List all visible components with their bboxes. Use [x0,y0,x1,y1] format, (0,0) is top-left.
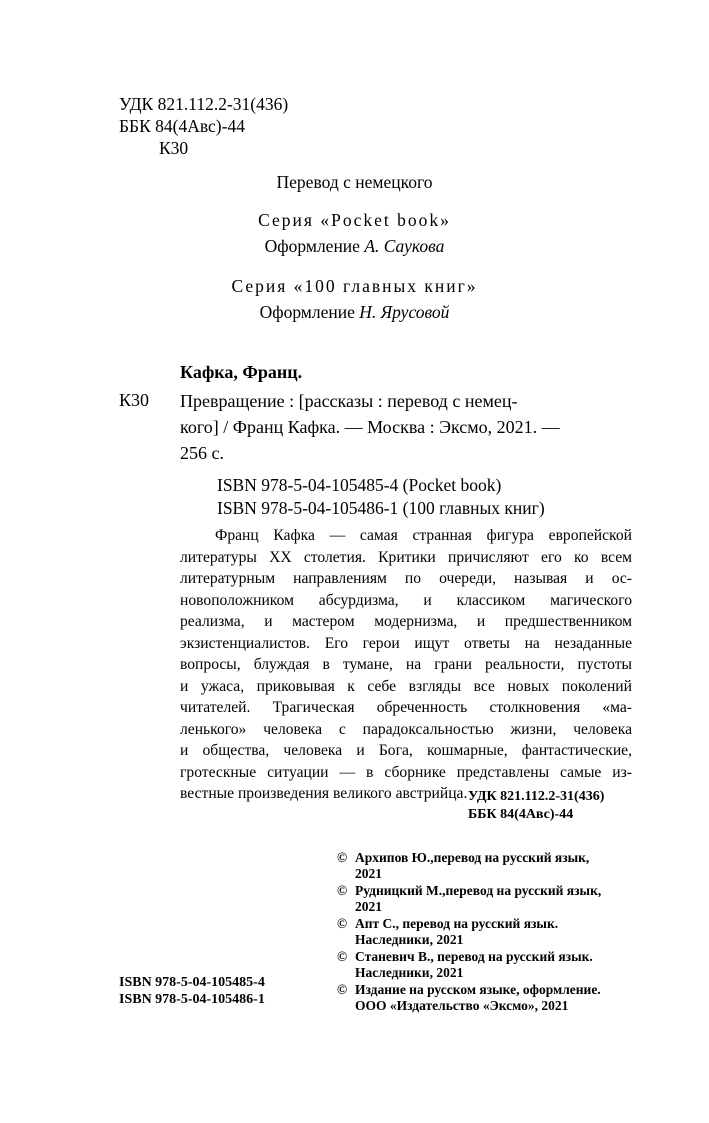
design-prefix: Оформление [264,236,360,256]
abstract-line: читателей. Трагическая обреченность столкновения «ма- [180,699,632,716]
abstract-line: литературным направлениям по очереди, называя и ос- [180,570,632,587]
isbn-line: ISBN 978-5-04-105486-1 (100 главных книг) [217,498,545,518]
catalog-title [180,388,632,466]
bbk-code: ББК 84(4Авс)-44 [119,116,245,136]
copyright-list [337,850,637,1015]
copyright-item [337,982,637,1013]
isbn-line: ISBN 978-5-04-105486-1 [119,992,265,1007]
abstract-line: новоположником абсурдизма, и классиком магического [180,591,632,609]
copyright-line: 2021 [355,865,382,881]
copyright-line: ООО «Издательство «Эксмо», 2021 [355,997,569,1013]
isbn-line: ISBN 978-5-04-105485-4 (Pocket book) [217,475,502,495]
copyright-line: Наследники, 2021 [355,931,464,947]
isbn-bottom-block [119,974,265,1008]
abstract-line: экзистенциалистов. Его герои ищут ответы на незаданные [180,634,632,652]
copyright-icon: © [337,949,348,964]
copyright-icon: © [337,850,348,865]
series-pocket-book-design [0,236,709,257]
bbk-code: ББК 84(4Авс)-44 [468,807,574,822]
copyright-item [337,883,637,914]
series-100-books-design [0,302,709,323]
udk-code: УДК 821.112.2-31(436) [119,94,289,114]
translation-note: Перевод с немецкого [276,172,433,192]
abstract-line: и ужаса, приковывая к себе взгляды все новых поколений [180,677,632,695]
author-mark: К30 [159,138,189,158]
title-line: кого] / Франц Кафка. — Москва : Эксмо, 2021. — [180,417,560,437]
catalog-mark: К30 [119,390,150,410]
copyright-line: Издание на русском языке, оформление. [355,982,601,997]
abstract [180,525,632,805]
abstract-line: вопросы, блуждая в тумане, на грани реальности, пустоты [180,656,632,673]
abstract-line: и общества, человека и Бога, кошмарные, фантастические, [180,742,632,759]
abstract-line: Франц Кафка — самая странная фигура европейской [215,527,632,544]
designer-name: Н. Ярусовой [359,302,450,322]
design-prefix: Оформление [259,302,355,322]
copyright-item [337,916,637,947]
title-line: 256 с. [180,443,224,463]
copyright-line: 2021 [355,898,382,914]
isbn-line: ISBN 978-5-04-105485-4 [119,975,265,990]
title-line: Превращение : [рассказы : перевод с немец- [180,391,518,411]
udk-block [119,93,288,159]
copyright-item [337,949,637,980]
catalog-author: Кафка, Франц. [180,362,303,382]
copyright-icon: © [337,982,348,997]
udk-right-block [468,788,604,824]
abstract-line: вестные произведения великого австрийца. [180,785,468,802]
copyright-line: Рудницкий М.,перевод на русский язык, [355,883,602,898]
copyright-icon: © [337,883,348,898]
abstract-line: литературы XX столетия. Критики причисляют его ко всем [180,548,632,566]
abstract-line: ленького» человека с парадоксальностью жизни, человека [180,720,632,738]
copyright-line: Станевич В., перевод на русский язык. [355,949,593,964]
series-100-books: Серия «100 главных книг» [231,276,478,296]
copyright-line: Архипов Ю.,перевод на русский язык, [355,850,590,865]
catalog-isbn-list [217,474,545,520]
series-pocket-book: Серия «Pocket book» [258,210,451,230]
copyright-icon: © [337,916,348,931]
designer-name: А. Саукова [364,236,445,256]
udk-code: УДК 821.112.2-31(436) [468,789,605,804]
abstract-line: реализма, и мастером модернизма, и предшественником [180,613,632,630]
copyright-item [337,850,637,881]
copyright-line: Наследники, 2021 [355,964,464,980]
copyright-line: Апт С., перевод на русский язык. [355,916,559,931]
abstract-line: гротескные ситуации — в сборнике представлены самые из- [180,763,632,781]
